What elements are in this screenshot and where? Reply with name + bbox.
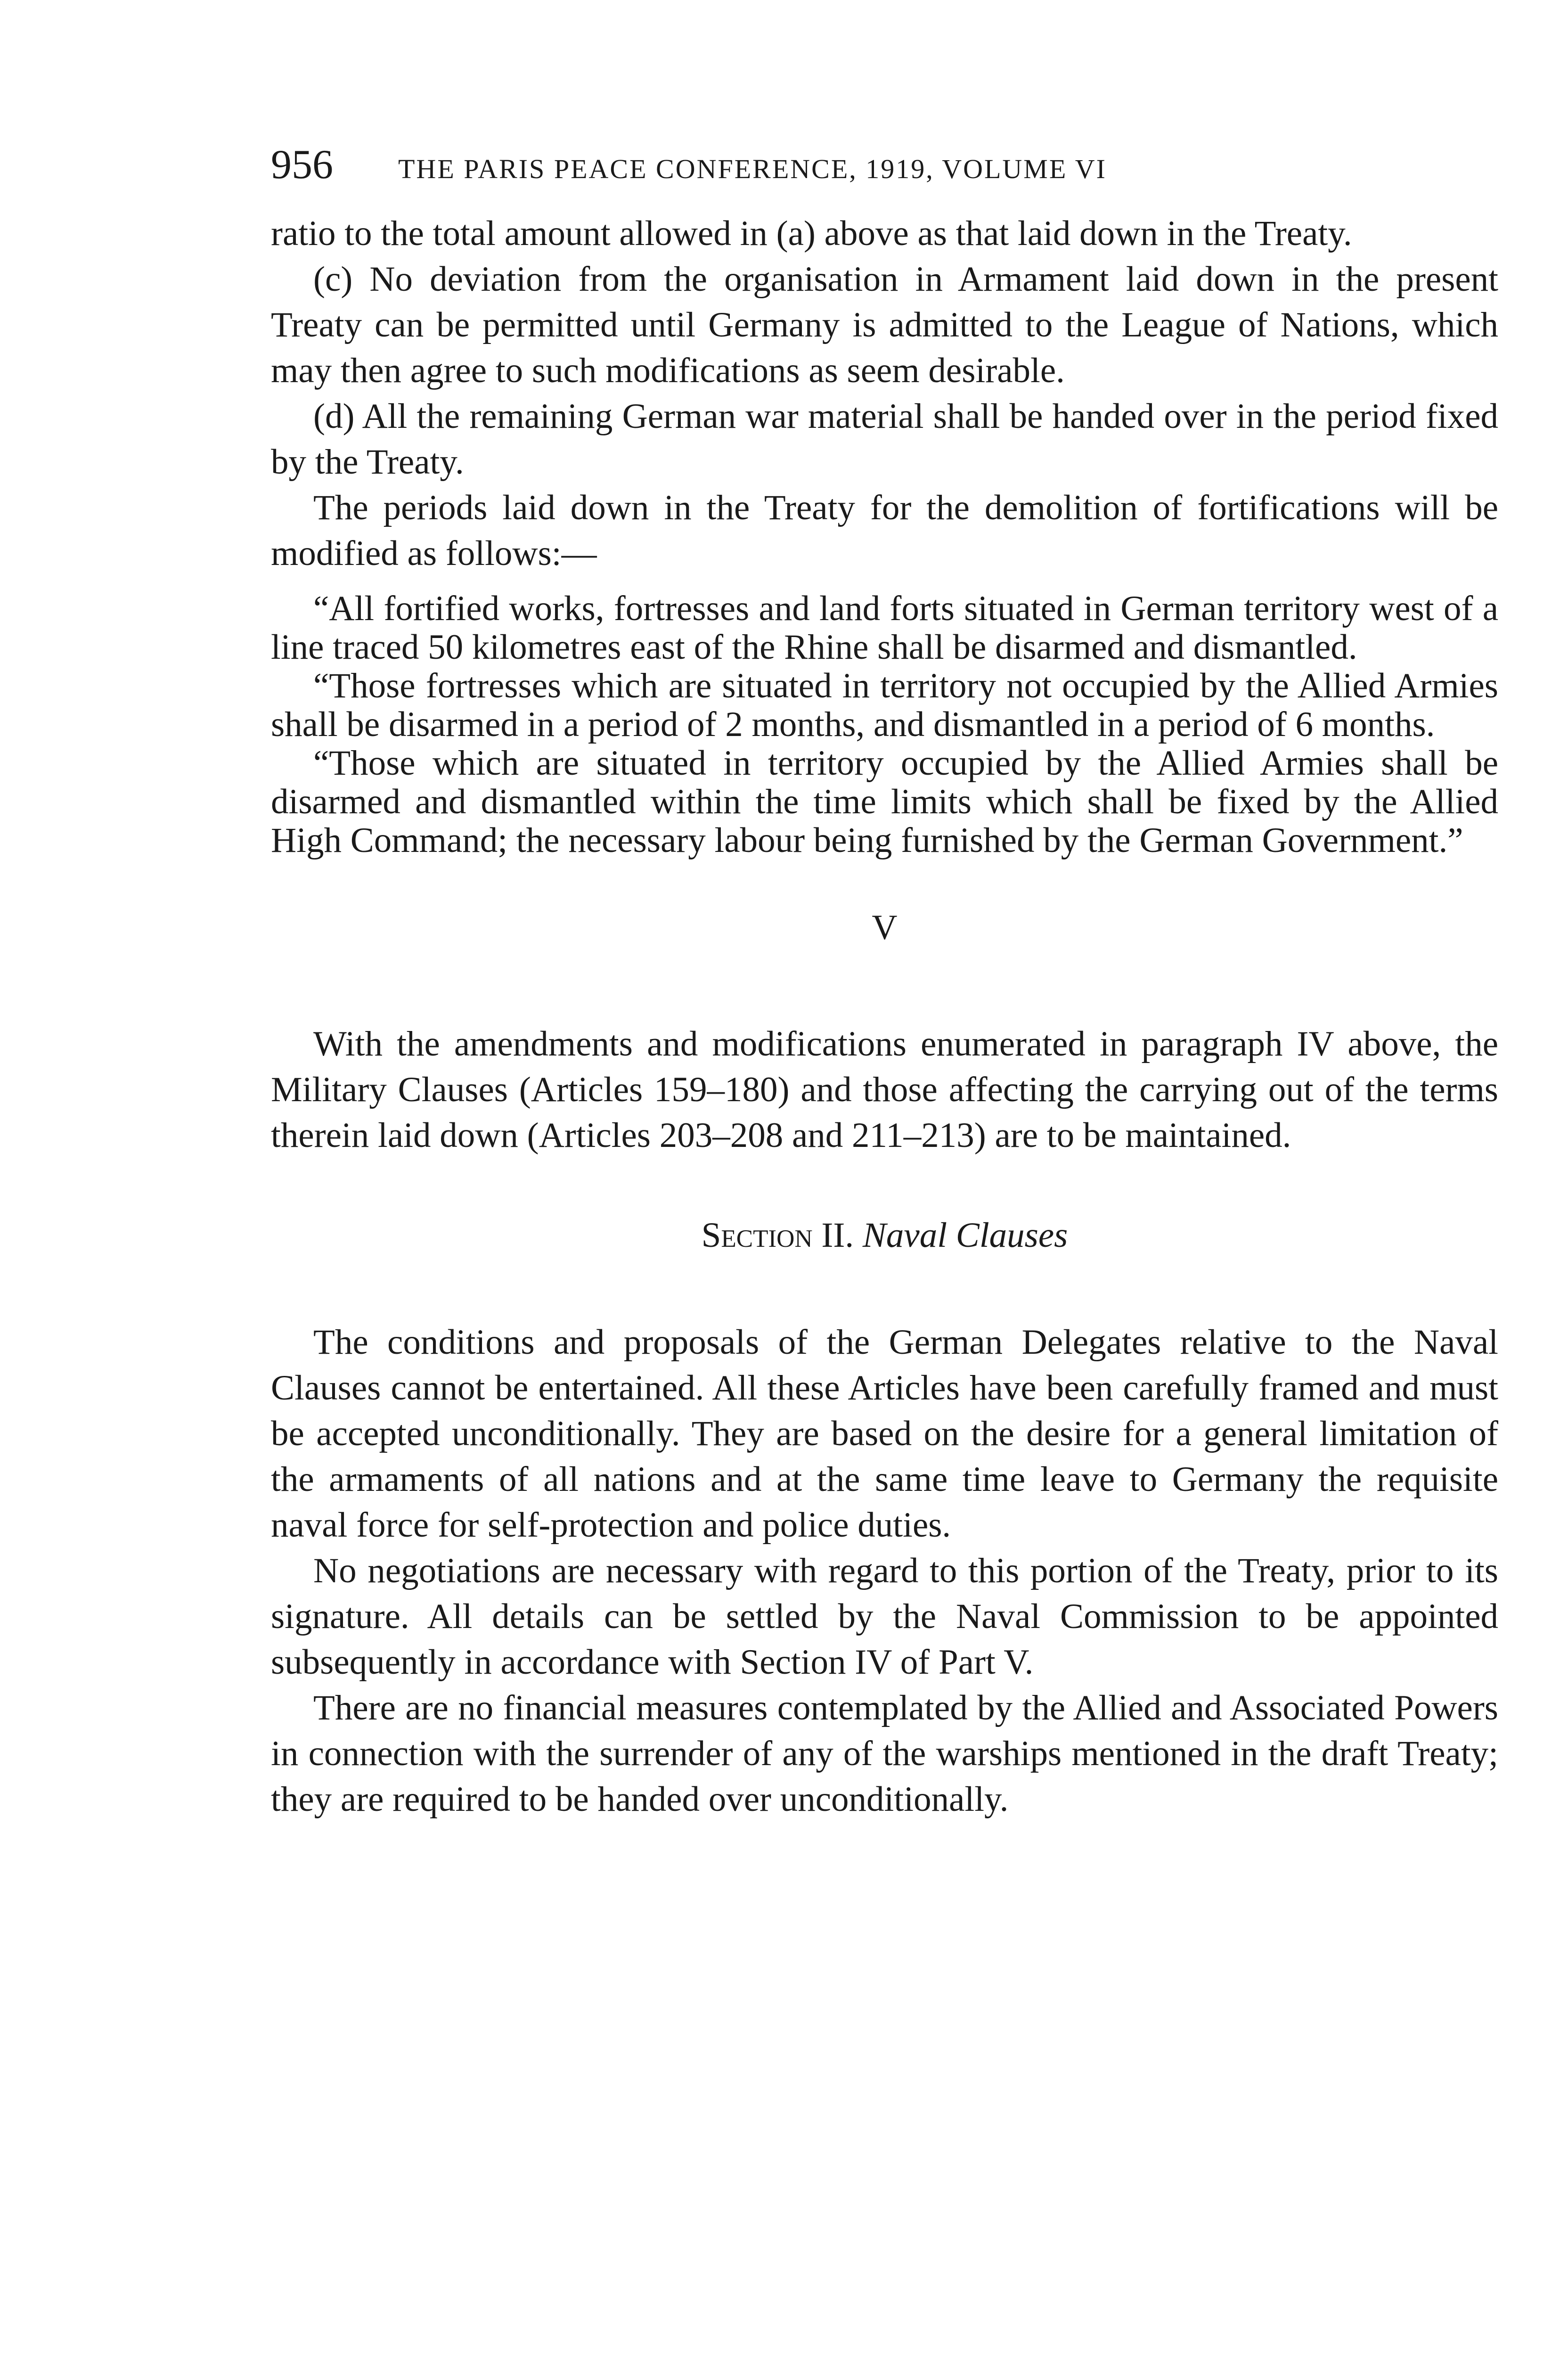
paragraph-d-war-material: (d) All the remaining German war material shall be handed over in the period fixed by the Treaty.: [271, 397, 1498, 482]
document-page: [271, 141, 1498, 1822]
section-ii-title: Naval Clauses: [862, 1216, 1068, 1255]
paragraph-financial-measures: There are no financial measures contemplated by the Allied and Associated Powers in connection with the surrender of any of the warships mentioned in the draft Treaty; they are required to be handed over unconditionally.: [271, 1688, 1498, 1819]
paragraph-naval-conditions: The conditions and proposals of the German Delegates relative to the Naval Clauses cannot be entertained. All these Articles have been carefully framed and must be accepted unconditionally. They are based on the desire for a general limitation of the armaments of all nations and at the same time leave to Germany the requisite naval force for self-protection and police duties.: [271, 1323, 1498, 1545]
section-ii-label: Section II.: [701, 1216, 854, 1255]
quote-occupied-fortresses: “Those which are situated in territory occupied by the Allied Armies shall be disarmed and dismantled within the time limits which shall be fixed by the Allied High Command; the necessary labour being furnished by the German Government.”: [271, 744, 1498, 860]
section-v-heading: V: [872, 908, 898, 947]
paragraph-ratio: ratio to the total amount allowed in (a) above as that laid down in the Treaty.: [271, 214, 1352, 253]
page-header: [271, 141, 1498, 193]
quote-fortified-works: “All fortified works, fortresses and land forts situated in German territory west of a line traced 50 kilometres east of the Rhine shall be disarmed and dismantled.: [271, 589, 1498, 667]
paragraph-military-clauses: With the amendments and modifications enumerated in paragraph IV above, the Military Clauses (Articles 159–180) and those affecting the carrying out of the terms therein laid down (Articles 203–208 and 211–213) are to be maintained.: [271, 1024, 1498, 1155]
page-number: 956: [271, 142, 333, 188]
section-ii-heading: [271, 1212, 1498, 1258]
running-head: THE PARIS PEACE CONFERENCE, 1919, VOLUME VI: [398, 154, 1107, 184]
paragraph-c-deviation: (c) No deviation from the organisation in Armament laid down in the present Treaty can be permitted until Germany is admitted to the League of Nations, which may then agree to such modifications as seem desirable.: [271, 260, 1498, 390]
quote-unoccupied-fortresses: “Those fortresses which are situated in territory not occupied by the Allied Armies shall be disarmed in a period of 2 months, and dismantled in a period of 6 months.: [271, 666, 1498, 744]
paragraph-periods-demolition: The periods laid down in the Treaty for the demolition of fortifications will be modified as follows:—: [271, 488, 1498, 573]
paragraph-no-negotiations: No negotiations are necessary with regard to this portion of the Treaty, prior to its signature. All details can be settled by the Naval Commission to be appointed subsequently in accordance with Section IV of Part V.: [271, 1551, 1498, 1682]
